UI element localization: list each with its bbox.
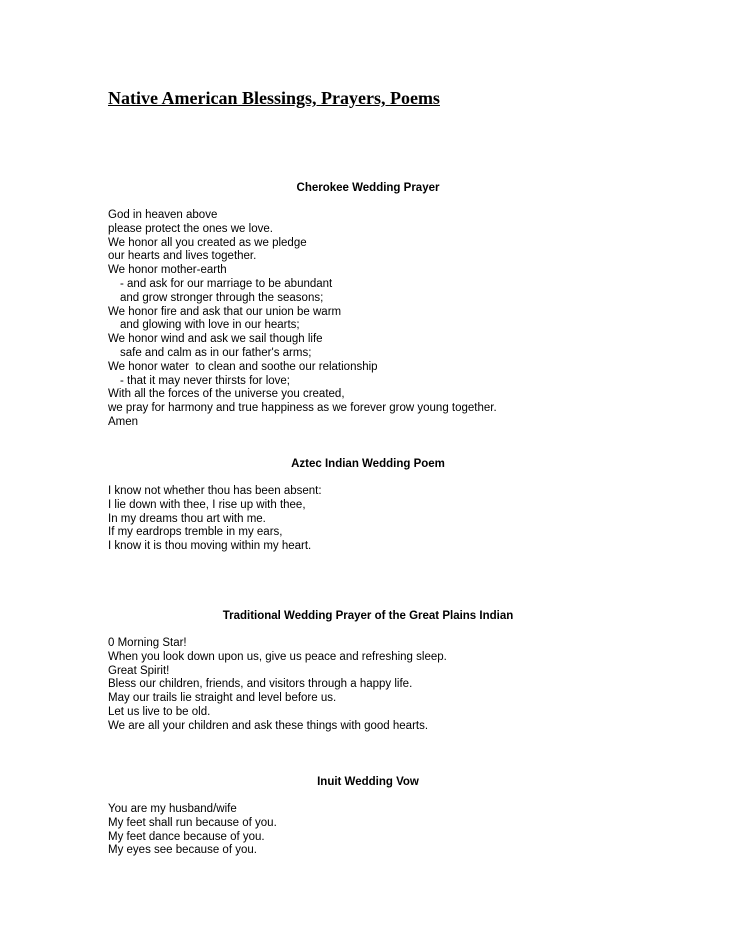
poem-line: We honor all you created as we pledge [108,236,307,249]
poem-line: My feet shall run because of you. [108,816,277,829]
poem-line: and grow stronger through the seasons; [120,291,324,304]
section-heading: Traditional Wedding Prayer of the Great Plains Indian [222,610,514,622]
poem-text [108,637,628,734]
poem-text [108,209,628,430]
section-heading: Cherokee Wedding Prayer [296,182,440,194]
poem-line: Let us live to be old. [108,705,211,718]
poem-line: When you look down upon us, give us peace and refreshing sleep. [108,650,447,663]
section-heading: Aztec Indian Wedding Poem [291,458,445,470]
poem-line: we pray for harmony and true happiness as we forever grow young together. [108,402,497,415]
section-aztec-wedding-poem [108,457,628,554]
poem-text [108,803,628,858]
poem-line: We honor wind and ask we sail though life [108,333,323,346]
poem-line: - that it may never thirsts for love; [120,374,291,387]
poem-line: please protect the ones we love. [108,222,273,235]
poem-text [108,485,628,554]
section-heading: Inuit Wedding Vow [317,776,419,788]
poem-line: safe and calm as in our father's arms; [120,346,312,359]
poem-line: May our trails lie straight and level before us. [108,692,337,705]
section-inuit-wedding-vow [108,775,628,858]
poem-line: We honor water to clean and soothe our relationship [108,360,378,373]
poem-line: I know it is thou moving within my heart. [108,540,312,553]
poem-line: I know not whether thou has been absent: [108,485,322,497]
poem-line: We honor mother-earth [108,264,227,277]
poem-line: - and ask for our marriage to be abundant [120,277,333,290]
poem-line: We honor fire and ask that our union be warm [108,305,342,318]
poem-line: With all the forces of the universe you created, [108,388,345,401]
poem-line: Great Spirit! [108,664,170,677]
poem-line: God in heaven above [108,209,218,221]
poem-line: You are my husband/wife [108,803,237,815]
poem-line: In my dreams thou art with me. [108,512,266,525]
poem-line: I lie down with thee, I rise up with thee, [108,498,306,511]
poem-line: our hearts and lives together. [108,250,257,263]
poem-line: My eyes see because of you. [108,844,257,857]
poem-line: Bless our children, friends, and visitors through a happy life. [108,678,413,691]
section-cherokee-wedding-prayer [108,181,628,430]
poem-line: 0 Morning Star! [108,637,187,649]
document-title: Native American Blessings, Prayers, Poems [108,88,440,108]
poem-line: If my eardrops tremble in my ears, [108,526,283,539]
section-great-plains-wedding-prayer [108,609,628,734]
poem-line: My feet dance because of you. [108,830,265,843]
poem-line: We are all your children and ask these things with good hearts. [108,719,429,732]
poem-line: Amen [108,415,139,428]
poem-line: and glowing with love in our hearts; [120,319,300,332]
